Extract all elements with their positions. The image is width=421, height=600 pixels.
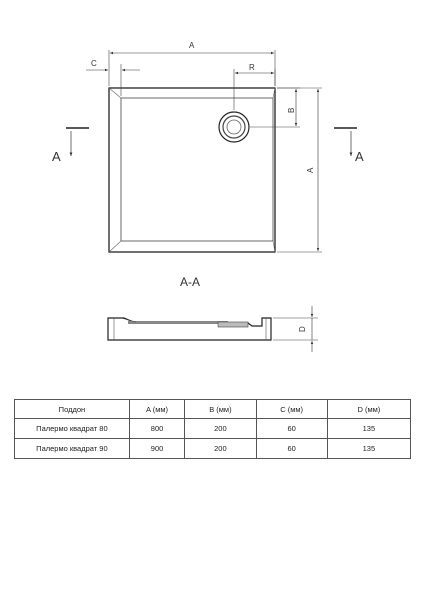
table-header-row — [15, 400, 411, 419]
spec-table — [14, 399, 411, 459]
section-marker-left — [52, 128, 89, 164]
cell-d: 135 — [327, 439, 410, 459]
table-row — [15, 419, 411, 439]
cell-c: 60 — [256, 419, 327, 439]
header-c: C (мм) — [256, 400, 327, 419]
section-marker-right — [334, 128, 364, 164]
header-a: A (мм) — [129, 400, 184, 419]
cell-b: 200 — [185, 419, 256, 439]
cell-d: 135 — [327, 419, 410, 439]
section-title: A-A — [180, 275, 201, 289]
header-d: D (мм) — [327, 400, 410, 419]
label-a-side: A — [306, 167, 315, 173]
cell-b: 200 — [185, 439, 256, 459]
label-a-top: A — [189, 41, 195, 50]
cell-a: 900 — [129, 439, 184, 459]
tray-inner-outline — [121, 98, 273, 241]
header-tray: Поддон — [15, 400, 130, 419]
label-c: C — [91, 59, 97, 68]
drain-icon — [219, 112, 249, 142]
cell-c: 60 — [256, 439, 327, 459]
tray-section-view — [108, 318, 271, 340]
section-label-left: A — [52, 149, 61, 164]
label-b: B — [287, 107, 296, 113]
cell-model: Палермо квадрат 80 — [15, 419, 130, 439]
header-b: B (мм) — [185, 400, 256, 419]
tray-top-view — [109, 88, 275, 252]
dimension-a-side — [277, 88, 322, 252]
table-row — [15, 439, 411, 459]
label-d: D — [298, 326, 307, 332]
section-label-right: A — [355, 149, 364, 164]
label-r: R — [249, 63, 255, 72]
dimension-d — [273, 306, 318, 352]
cell-a: 800 — [129, 419, 184, 439]
cell-model: Палермо квадрат 90 — [15, 439, 130, 459]
